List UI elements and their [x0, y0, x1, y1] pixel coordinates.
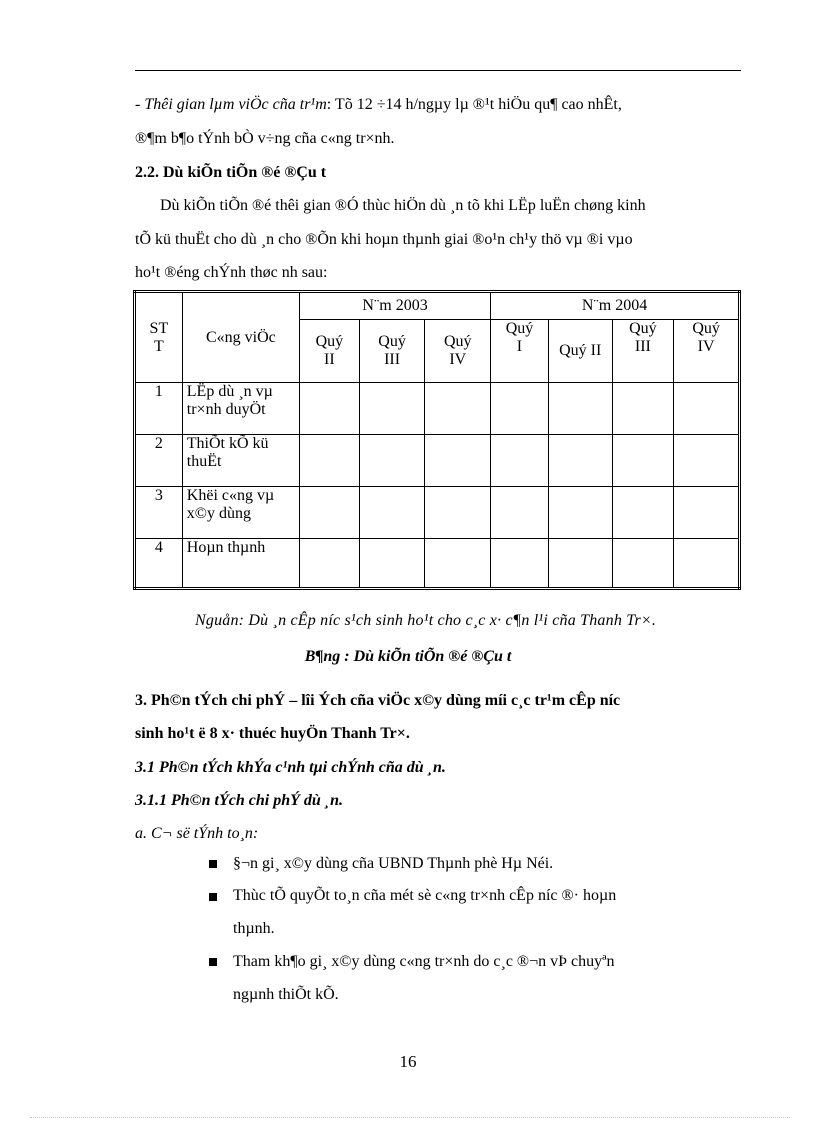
section-2-2-para-line-1: Dù kiÕn tiÕn ®é thêi gian ®Ó thùc hiÖn dù ¸n tõ khi LËp luËn chøng kinh [160, 197, 646, 214]
table-source: Nguån: Dù ¸n cÊp níc s¹ch sinh ho¹t cho c¸c x· c¶n l¹i cña Thanh Tr×. [195, 612, 657, 629]
item-a-heading: a. C¬ së tÝnh to¸n: [135, 825, 259, 842]
row-task: Hoµn thµnh [182, 539, 299, 589]
quarter-header: Quý III [612, 320, 674, 383]
quarter-header: Quý III [359, 320, 425, 383]
quarter-header: Quý I [491, 320, 549, 383]
row-stt: 4 [135, 539, 183, 589]
row-stt: 1 [135, 383, 183, 435]
row-stt: 2 [135, 435, 183, 487]
row-stt: 3 [135, 487, 183, 539]
col-stt-header: ST T [135, 292, 183, 383]
bullet-item: §¬n gi¸ x©y dùng cña UBND Thµnh phè Hµ Néi. [233, 855, 554, 872]
quarter-header: Quý IV [674, 320, 740, 383]
col-work-header: C«ng viÖc [182, 292, 299, 383]
work-time-line-2: ®¶m b¶o tÝnh bÒ v÷ng cña c«ng tr×nh. [135, 130, 395, 147]
row-task: ThiÕt kÕ kü thuËt [182, 435, 299, 487]
section-3-heading-line-2: sinh ho¹t ë 8 x· thuéc huyÖn Thanh Tr×. [135, 725, 410, 742]
section-2-2-para-line-3: ho¹t ®éng chÝnh thøc nh sau: [135, 264, 328, 281]
bullet-icon [209, 860, 217, 868]
row-task: LËp dù ¸n vµ tr×nh duyÖt [182, 383, 299, 435]
work-time-value: : Tõ 12 ÷14 h/ngµy lµ ®¹t hiÖu qu¶ cao nhÊt, [326, 96, 622, 113]
quarter-header: Quý II [300, 320, 360, 383]
work-time-line-1 [135, 94, 741, 116]
table-title: B¶ng : Dù kiÕn tiÕn ®é ®Çu t [304, 648, 512, 665]
bullet-item: Tham kh¶o gi¸ x©y dùng c«ng tr×nh do c¸c ®¬n vÞ chuyªn [233, 953, 615, 970]
header-rule [135, 70, 741, 71]
section-3-1-heading: 3.1 Ph©n tÝch khÝa c¹nh tµi chÝnh cña dù ¸n. [135, 759, 446, 776]
work-time-label: - Thêi gian lµm viÖc cña tr¹m [135, 96, 327, 113]
table-row [135, 487, 740, 539]
year-2003-header: N¨m 2003 [300, 292, 491, 320]
section-2-2-heading: 2.2. Dù kiÕn tiÕn ®é ®Çu t [135, 164, 327, 181]
quarter-header: Quý IV [425, 320, 491, 383]
section-3-heading-line-1: 3. Ph©n tÝch chi phÝ – lîi Ých cña viÖc x©y dùng míi c¸c tr¹m cÊp níc [135, 692, 621, 709]
schedule-table [133, 290, 741, 590]
bullet-item-cont: thµnh. [233, 920, 275, 937]
table-row [135, 539, 740, 589]
year-2004-header: N¨m 2004 [491, 292, 740, 320]
bullet-item-cont: ngµnh thiÕt kÕ. [233, 986, 339, 1003]
row-task: Khëi c«ng vµ x©y dùng [182, 487, 299, 539]
bullet-icon [209, 893, 217, 901]
footer-rule [30, 1117, 790, 1118]
section-3-1-1-heading: 3.1.1 Ph©n tÝch chi phÝ dù ¸n. [135, 792, 343, 809]
quarter-header: Quý II [548, 320, 612, 383]
bullet-item: Thùc tÕ quyÕt to¸n cña mét sè c«ng tr×nh cÊp níc ®· hoµn [233, 887, 617, 904]
section-2-2-para-line-2: tÕ kü thuËt cho dù ¸n cho ®Õn khi hoµn thµnh giai ®o¹n ch¹y thö vµ ®i vµo [135, 231, 633, 248]
table-row [135, 383, 740, 435]
bullet-icon [209, 958, 217, 966]
table-row [135, 435, 740, 487]
page-number: 16 [399, 1052, 417, 1071]
